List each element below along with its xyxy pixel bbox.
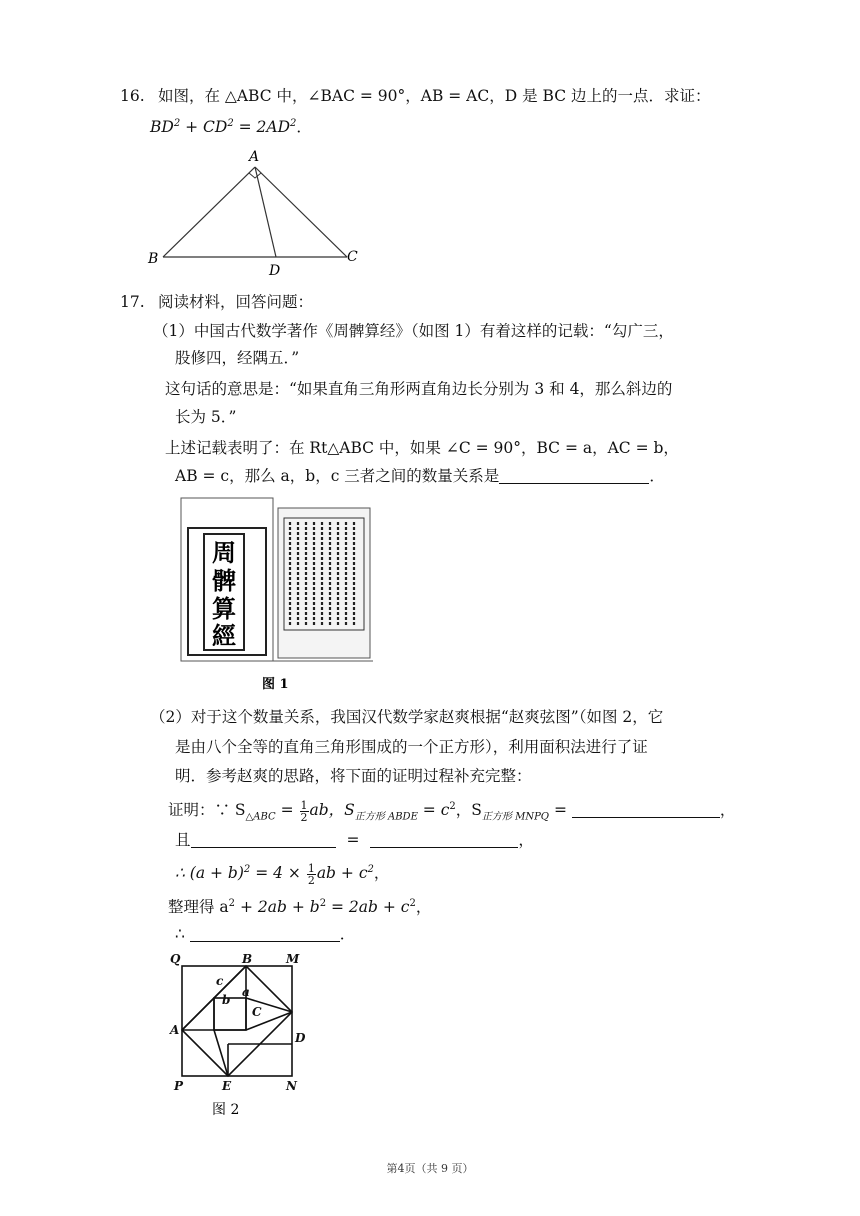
answer-blank-2[interactable] xyxy=(572,801,720,818)
q16-line2: $BD^2 + CD^2 = 2AD^2$． xyxy=(150,118,312,137)
fig2-caption: 图 2 xyxy=(212,1102,240,1118)
q16-number: 16. xyxy=(120,87,145,105)
fig2-label-Q: Q xyxy=(170,952,181,966)
fig2-label-c: c xyxy=(216,974,224,988)
q17-p1-line6: AB = c，那么 a，b，c 三者之间的数量关系是 ． xyxy=(175,467,665,485)
q17-p2-line1: （2）对于这个数量关系，我国汉代数学家赵爽根据“赵爽弦图”（如图 2，它 xyxy=(150,708,664,726)
q16-label-A: A xyxy=(249,149,260,165)
q16-label-C: C xyxy=(347,249,358,265)
answer-blank-4[interactable] xyxy=(370,831,518,848)
q17-p1-line4: 长为 5．” xyxy=(175,408,237,426)
fig2-label-N: N xyxy=(286,1079,297,1093)
frac-half-1: $\frac{1}{2}$ xyxy=(300,798,308,824)
fig2-label-M: M xyxy=(286,952,300,966)
proof-line2: 且 = ， xyxy=(175,831,534,849)
q17-p1-line5: 上述记载表明了：在 Rt△ABC 中，如果 ∠C = 90°，BC = a，AC = b， xyxy=(165,439,679,457)
q17-p1-line1: （1）中国古代数学著作《周髀算经》（如图 1）有着这样的记载：“勾广三， xyxy=(153,322,674,340)
q16-label-B: B xyxy=(148,251,159,267)
frac-half-2: $\frac{1}{2}$ xyxy=(307,861,315,887)
q16-label-D: D xyxy=(269,263,281,279)
q17-p1-line2: 股修四，经隅五．” xyxy=(175,349,300,367)
q17-p2-line2: 是由八个全等的直角三角形围成的一个正方形），利用面积法进行了证 xyxy=(175,738,648,756)
proof-line4: 整理得 $a^2 + 2ab + b^2 = 2ab + c^2$， xyxy=(168,898,432,917)
fig1-char-2: 髀 xyxy=(212,566,236,595)
fig1-caption: 图 1 xyxy=(262,677,289,692)
q16-line1: 如图，在 △ABC 中，∠BAC = 90°，AB = AC，D 是 BC 边上的一点．求证： xyxy=(158,87,711,105)
q17-number: 17. xyxy=(120,293,145,311)
answer-blank-1[interactable] xyxy=(499,467,649,484)
q16-triangle-figure xyxy=(140,145,370,280)
answer-blank-5[interactable] xyxy=(190,925,340,942)
fig1-char-1: 周 xyxy=(212,538,236,567)
fig2-label-P: P xyxy=(174,1079,184,1093)
q17-p2-line3: 明．参考赵爽的思路，将下面的证明过程补充完整： xyxy=(175,767,532,785)
fig2-label-A: A xyxy=(170,1023,180,1037)
q17-intro: 阅读材料，回答问题： xyxy=(158,293,314,311)
fig2-label-D: D xyxy=(295,1031,306,1045)
fig2-label-C: C xyxy=(252,1005,262,1019)
answer-blank-3[interactable] xyxy=(191,831,336,848)
proof-line1: 证明：∵ $S_{\triangle ABC}$ = $\frac{1}{2}$ ab，$S_{正方形 ABDE} = c^2$，$S_{正方形 MNPQ}$ = ， xyxy=(168,798,736,824)
fig1-char-4: 經 xyxy=(212,621,236,650)
page-footer: 第4页（共 9 页） xyxy=(386,1162,474,1175)
q17-figure2-zhao-shuang-diagram xyxy=(168,952,318,1122)
fig1-char-3: 算 xyxy=(212,594,236,623)
q17-p1-line3: 这句话的意思是：“如果直角三角形两直角边长分别为 3 和 4，那么斜边的 xyxy=(165,380,673,398)
q17-figure1-book xyxy=(178,492,378,692)
proof-line5: ∴ ． xyxy=(175,925,356,943)
fig2-label-b: b xyxy=(222,993,231,1007)
fig2-label-B: B xyxy=(242,952,253,966)
fig2-label-E: E xyxy=(222,1079,232,1093)
fig2-label-a: a xyxy=(242,985,250,999)
proof-line3: ∴ $(a + b)^2 = 4$ × $\frac{1}{2}$ ab + $c^2$， xyxy=(175,861,390,887)
